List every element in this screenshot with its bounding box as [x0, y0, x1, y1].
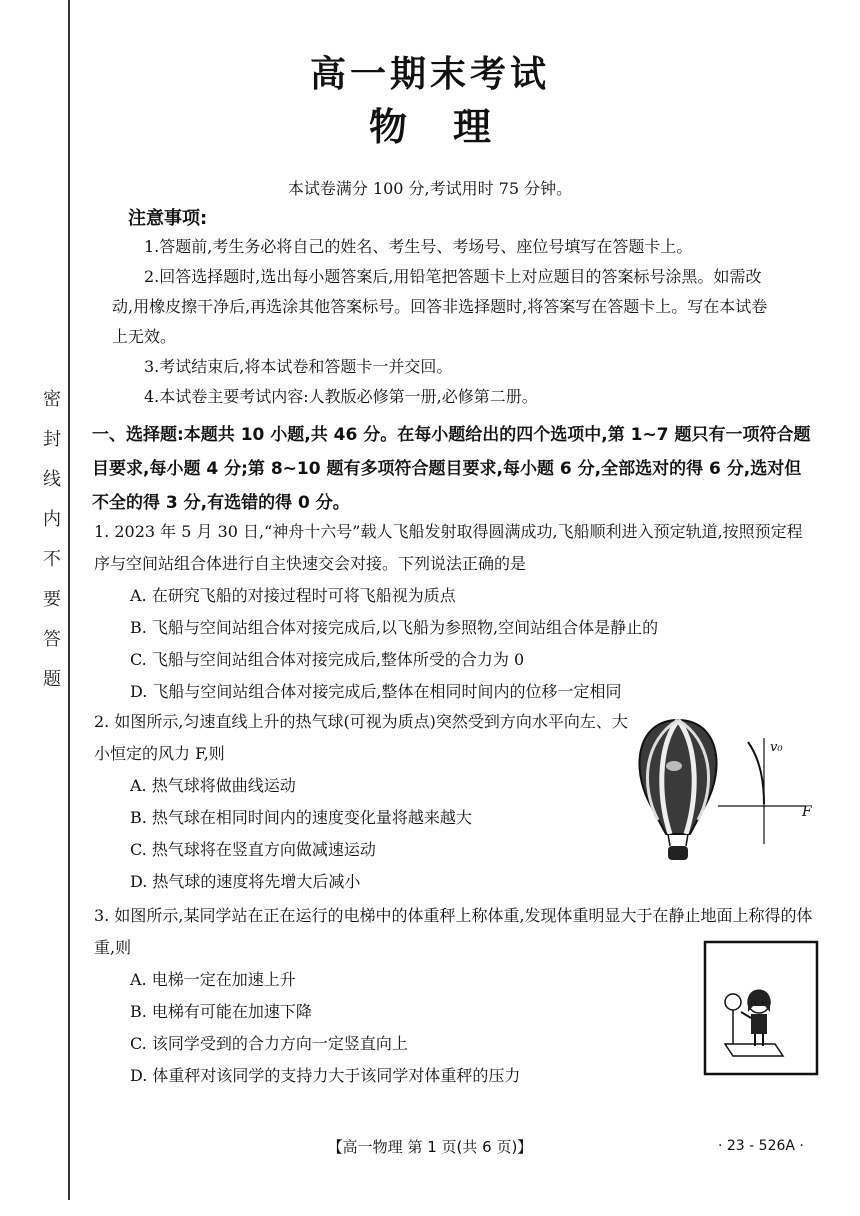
binding-char: 题 [43, 669, 61, 690]
notice-item: 4.本试卷主要考试内容:人教版必修第一册,必修第二册。 [144, 387, 538, 406]
notice-item: 3.考试结束后,将本试卷和答题卡一并交回。 [144, 357, 453, 376]
binding-char: 内 [43, 509, 61, 530]
v0-label: v₀ [770, 740, 783, 755]
notice-heading: 注意事项: [128, 208, 208, 229]
section-heading: 一、选择题:本题共 10 小题,共 46 分。在每小题给出的四个选项中,第 1~7 题只有一项符合题目要求,每小题 4 分;第 8~10 题有多项符合题目要求,每小题 6 分,全部选对的得 6 分,选对但不全的得 3 分,有选错的得 0 分。 [92, 425, 811, 513]
notice-item: 2.回答选择题时,选出每小题答案后,用铅笔把答题卡上对应题目的答案标号涂黑。如需改动,用橡皮擦干净后,再选涂其他答案标号。回答非选择题时,将答案写在答题卡上。写在本试卷上无效。 [112, 267, 768, 346]
question-stem: 2. 如图所示,匀速直线上升的热气球(可视为质点)突然受到方向水平向左、大小恒定的风力 F,则 [94, 712, 628, 763]
option-d: D. 热气球的速度将先增大后减小 [130, 872, 361, 891]
exam-title: 高一期末考试 [309, 54, 550, 95]
notice-list [112, 232, 782, 412]
option-c: C. 飞船与空间站组合体对接完成后,整体所受的合力为 0 [130, 650, 525, 669]
option-b: B. 热气球在相同时间内的速度变化量将越来越大 [130, 808, 472, 827]
exam-code: · 23 - 526A · [718, 1138, 804, 1154]
binding-char: 答 [43, 629, 61, 650]
option-b: B. 电梯有可能在加速下降 [130, 1002, 312, 1021]
question-2 [94, 706, 634, 898]
binding-char: 线 [43, 469, 61, 490]
question-1 [94, 516, 816, 708]
elevator-scale-figure [703, 940, 819, 1076]
page-footer: 【高一物理 第 1 页(共 6 页)】 [327, 1138, 533, 1156]
binding-char: 要 [43, 589, 61, 610]
binding-char: 密 [43, 389, 61, 410]
question-stem: 1. 2023 年 5 月 30 日,“神舟十六号”载人飞船发射取得圆满成功,飞船顺利进入预定轨道,按照预定程序与空间站组合体进行自主快速交会对接。下列说法正确的是 [94, 522, 803, 573]
option-a: A. 热气球将做曲线运动 [130, 776, 296, 795]
velocity-force-diagram [718, 736, 818, 846]
exam-subject: 物理 [368, 105, 537, 149]
option-c: C. 热气球将在竖直方向做减速运动 [130, 840, 376, 859]
binding-char: 封 [43, 429, 61, 450]
binding-margin-text [40, 380, 64, 700]
option-a: A. 电梯一定在加速上升 [130, 970, 296, 989]
option-b: B. 飞船与空间站组合体对接完成后,以飞船为参照物,空间站组合体是静止的 [130, 618, 659, 637]
binding-char: 不 [43, 549, 61, 570]
hot-air-balloon-figure [628, 716, 728, 866]
option-d: D. 飞船与空间站组合体对接完成后,整体在相同时间内的位移一定相同 [130, 682, 622, 701]
exam-info: 本试卷满分 100 分,考试用时 75 分钟。 [287, 179, 573, 198]
option-a: A. 在研究飞船的对接过程时可将飞船视为质点 [130, 586, 456, 605]
notice-item: 1.答题前,考生务必将自己的姓名、考生号、考场号、座位号填写在答题卡上。 [144, 237, 693, 256]
force-f-label: F [802, 804, 812, 820]
question-stem: 3. 如图所示,某同学站在正在运行的电梯中的体重秤上称体重,发现体重明显大于在静止地面上称得的体重,则 [94, 906, 813, 957]
option-d: D. 体重秤对该同学的支持力大于该同学对体重秤的压力 [130, 1066, 521, 1085]
option-c: C. 该同学受到的合力方向一定竖直向上 [130, 1034, 408, 1053]
